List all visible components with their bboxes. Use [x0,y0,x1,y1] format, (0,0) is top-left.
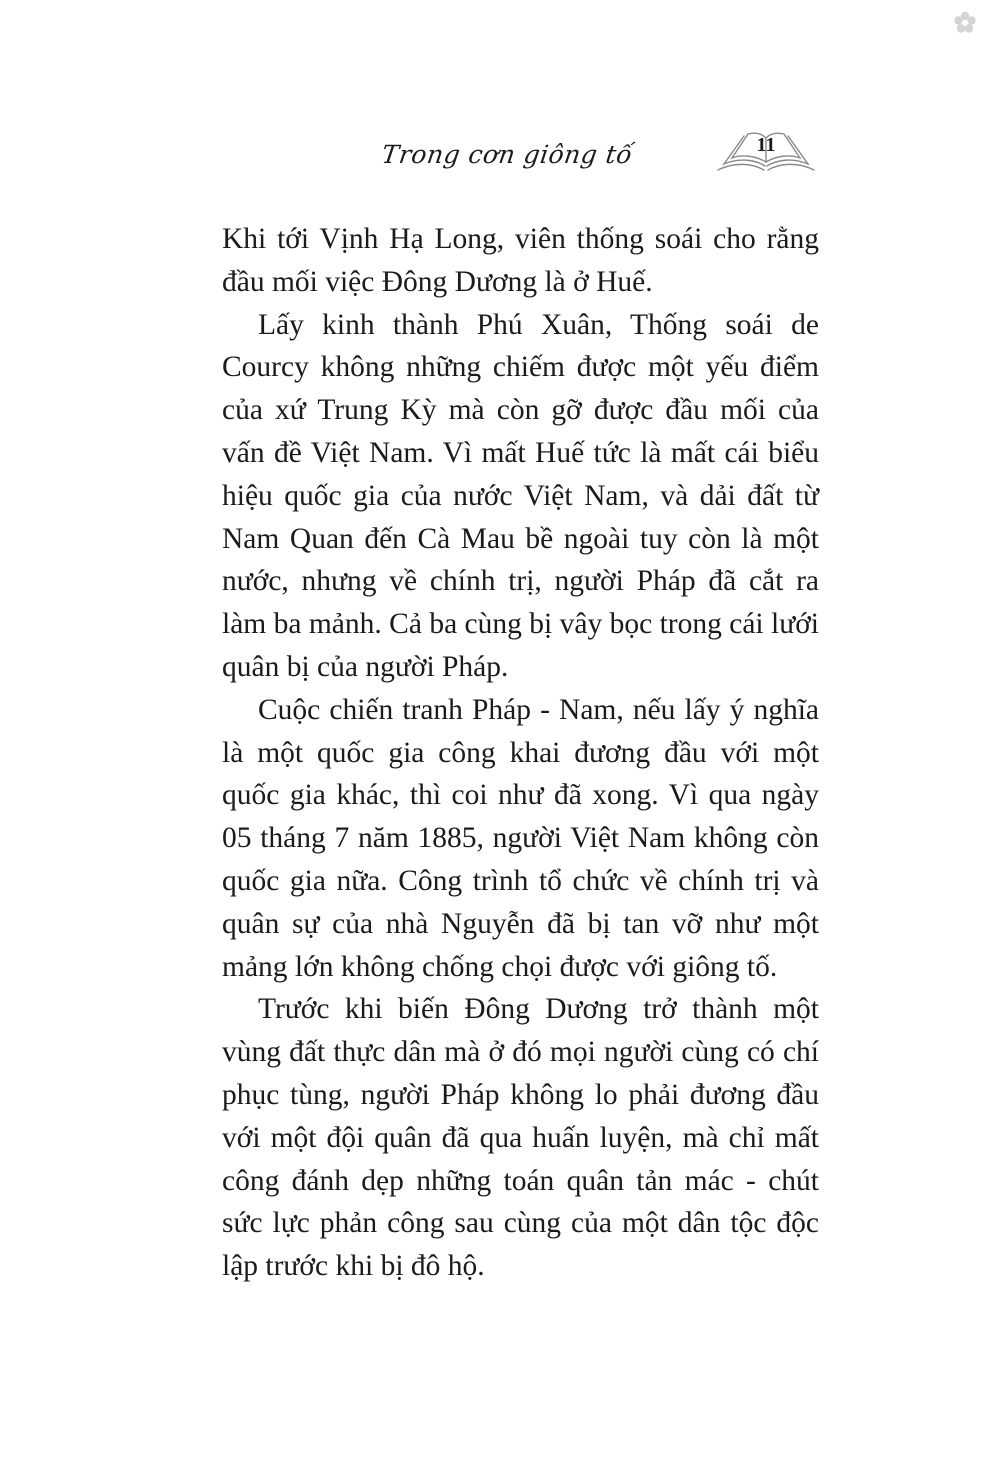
page-number: 11 [756,134,776,156]
paragraph-4: Trước khi biến Đông Dương trở thành một vùng đất thực dân mà ở đó mọi người cùng có chí phục tùng, người Pháp không lo phải đương đầu với một đội quân đã qua huấn luyện, mà chỉ mất công đánh dẹp những toán quân tản mác - chút sức lực phản công sau cùng của một dân tộc độc lập trước khi bị đô hộ. [222,993,819,1283]
page-header [222,128,822,188]
running-title: Trong cơn giông tố [379,140,635,169]
flower-watermark-icon [952,10,978,36]
page-number-badge [716,128,816,184]
page-body [222,218,819,1288]
paragraph-3: Cuộc chiến tranh Pháp - Nam, nếu lấy ý nghĩa là một quốc gia công khai đương đầu với một quốc gia khác, thì coi như đã xong. Vì qua ngày 05 tháng 7 năm 1885, người Việt Nam không còn quốc gia nữa. Công trình tổ chức về chính trị và quân sự của nhà Nguyễn đã bị tan vỡ như một mảng lớn không chống chọi được với giông tố. [222,693,819,983]
paragraph-1: Khi tới Vịnh Hạ Long, viên thống soái cho rằng đầu mối việc Đông Dương là ở Huế. [222,223,819,298]
paragraph-2: Lấy kinh thành Phú Xuân, Thống soái de Courcy không những chiếm được một yếu điểm của xứ Trung Kỳ mà còn gỡ được đầu mối của vấn đề Việt Nam. Vì mất Huế tức là mất cái biểu hiệu quốc gia của nước Việt Nam, và dải đất từ Nam Quan đến Cà Mau bề ngoài tuy còn là một nước, nhưng về chính trị, người Pháp đã cắt ra làm ba mảnh. Cả ba cùng bị vây bọc trong cái lưới quân bị của người Pháp. [222,308,819,683]
